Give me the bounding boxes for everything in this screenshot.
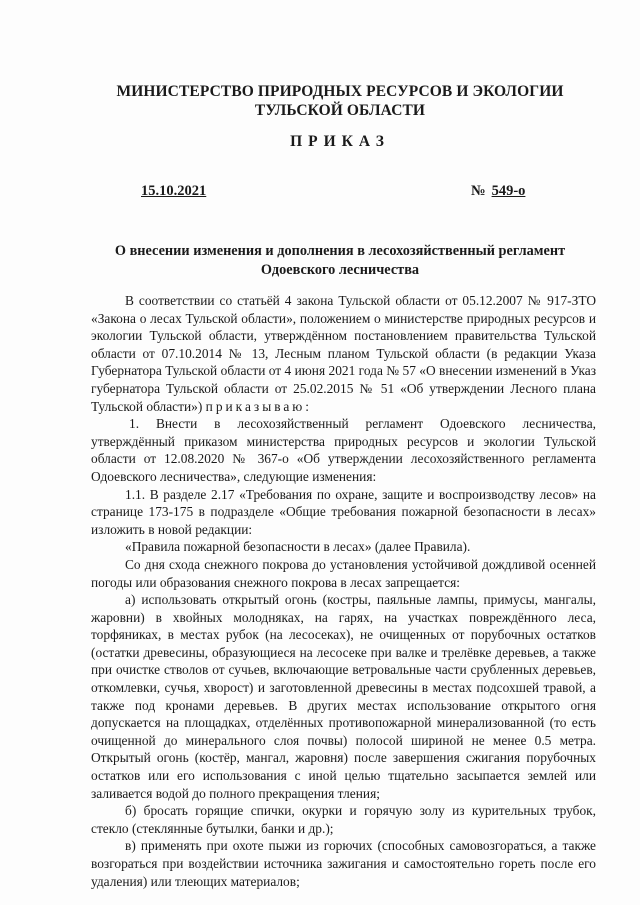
number-value: 549-о — [491, 183, 526, 199]
rules-intro-paragraph: Со дня схода снежного покрова до установления устойчивой дождливой осенней погоды или образования снежного покрова в лесах запрещается: — [91, 556, 596, 590]
document-type: ПРИКАЗ — [290, 133, 390, 150]
number-sign: № — [471, 183, 486, 199]
ministry-heading — [90, 82, 590, 120]
rule-a-paragraph: а) использовать открытый огонь (костры, паяльные лампы, примусы, мангалы, жаровни) в хвойных молодняках, на гарях, на участках повреждённого леса, торфяниках, в местах рубок (на лесосеках), не очищенных от порубочных остатков (остатки древесины, образующиеся на лесосеке при валке и трелёвке деревьев, а также при очистке стволов от сучьев, включающие ветровальные части срубленных деревьев, откомлевки, сучья, хворост) и заготовленной древесины в местах подсохшей травой, а также под кронами деревьев. В других местах использование открытого огня допускается на площадках, отделённых противопожарной минерализованной (то есть очищенной до минерального слоя почвы) полосой шириной не менее 0.5 метра. Открытый огонь (костёр, мангал, жаровня) после завершения сжигания порубочных остатков или его использования с иной целью тщательно засыпается землей или заливается водой до полного прекращения тления; — [91, 592, 596, 801]
rules-title-paragraph: «Правила пожарной безопасности в лесах» (далее Правила). — [125, 539, 471, 555]
item-1-paragraph: 1. Внести в лесохозяйственный регламент Одоевского лесничества, утверждённый приказом министерства природных ресурсов и экологии Тульской области от 12.08.2020 № 367-о «Об утверждении лесохозяйственного регламента Одоевского лесничества», следующие изменения: — [91, 416, 596, 484]
item-1-1-paragraph: 1.1. В разделе 2.17 «Требования по охране, защите и воспроизводству лесов» на странице 173-175 в подразделе «Общие требования пожарной безопасности в лесах» изложить в новой редакции: — [91, 486, 596, 537]
document-body — [91, 292, 596, 890]
subject-line-1: О внесении изменения и дополнения в лесохозяйственный регламент — [114, 243, 566, 259]
preamble-text: В соответствии со статьёй 4 закона Тульской области от 05.12.2007 № 917-ЗТО «Закона о лесах Тульской области», положением о министерстве природных ресурсов и экологии Тульской области, утверждённом постановлением правительства Тульской области от 07.10.2014 № 13, Лесным планом Тульской области (в редакции Указа Губернатора Тульской области от 4 июня 2021 года № 57 «О внесении изменений в Указ губернатора Тульской области от 25.02.2015 № 51 «Об утверждении Лесного плана Тульской области») — [91, 293, 596, 414]
ministry-line-1: МИНИСТЕРСТВО ПРИРОДНЫХ РЕСУРСОВ И ЭКОЛОГИИ — [116, 83, 564, 100]
preamble-order-word: приказываю: — [205, 398, 313, 414]
order-date: 15.10.2021 — [141, 183, 207, 199]
rule-v-paragraph: в) применять при охоте пыжи из горючих (способных самовозгораться, а также возгораться при воздействии источника зажигания и самостоятельно гореть после его удаления) или тлеющих материалов; — [91, 838, 596, 889]
order-number — [471, 183, 525, 200]
rule-b-paragraph: б) бросать горящие спички, окурки и горячую золу из курительных трубок, стекло (стеклянные бутылки, банки и др.); — [91, 803, 596, 836]
subject-line-2: Одоевского лесничества — [260, 262, 420, 278]
order-subject — [95, 242, 585, 280]
preamble-paragraph — [91, 292, 596, 415]
ministry-line-2: ТУЛЬСКОЙ ОБЛАСТИ — [254, 102, 426, 119]
